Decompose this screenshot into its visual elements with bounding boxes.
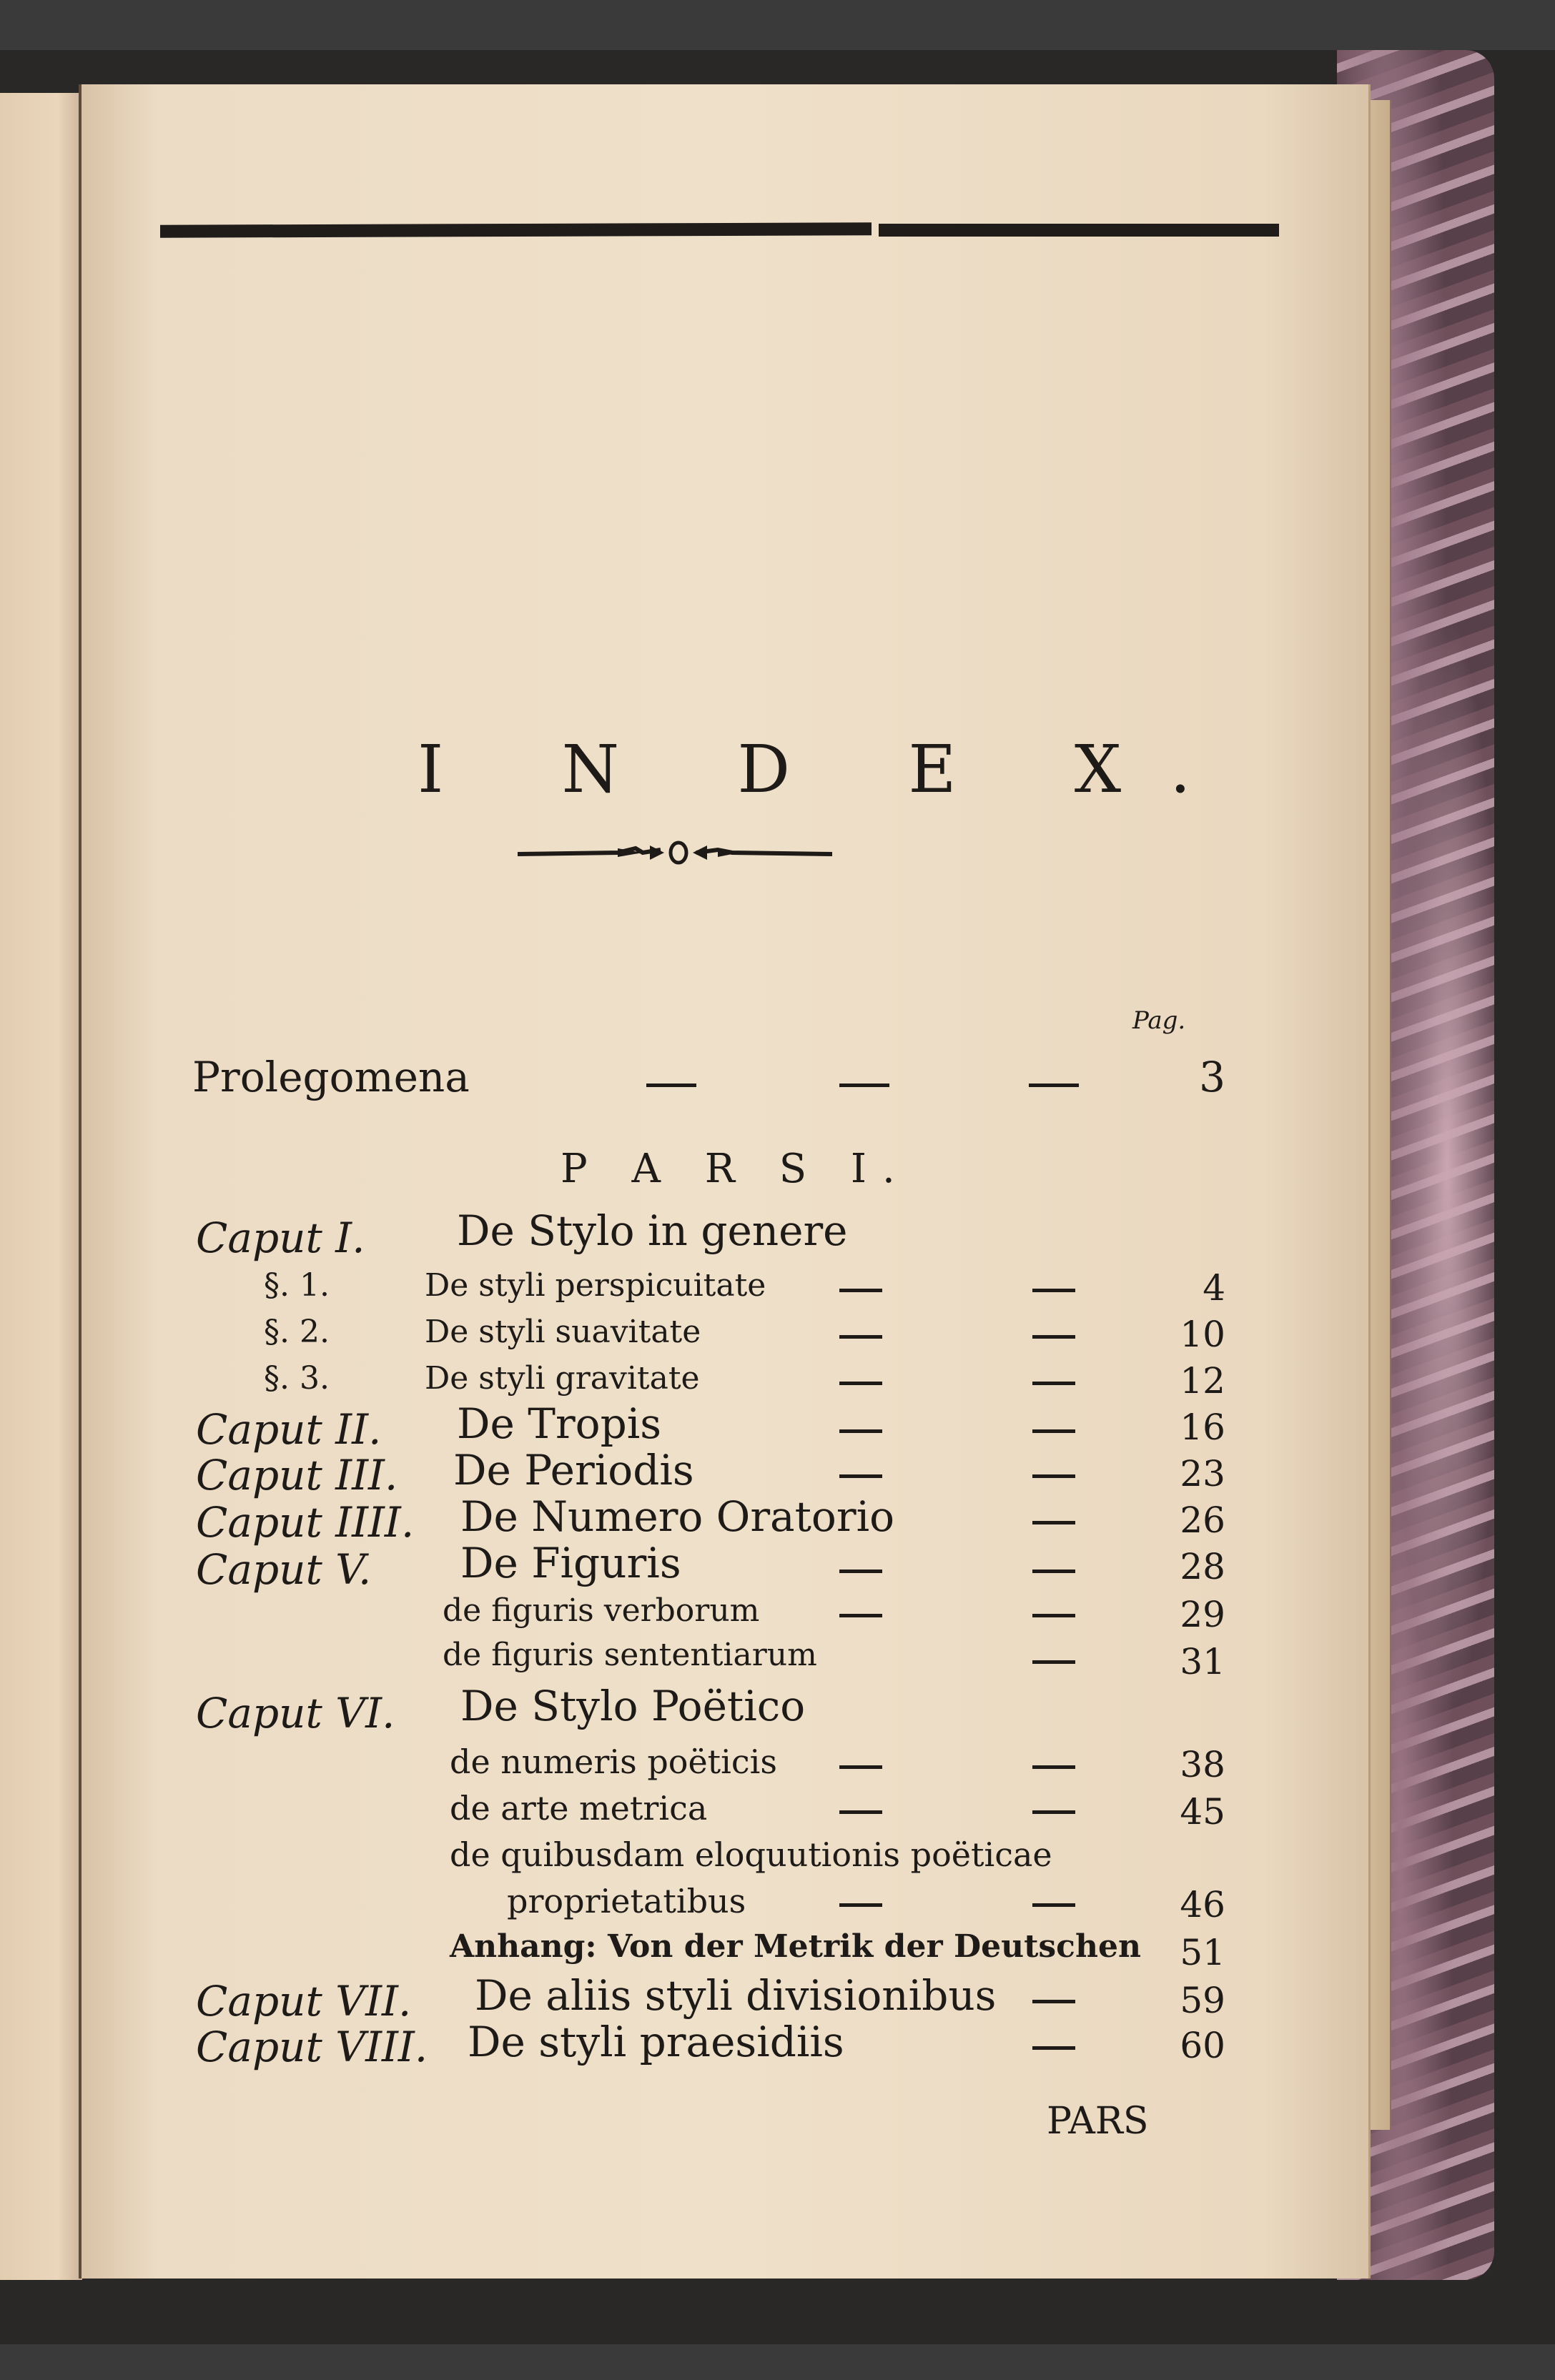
- entry-page: 4: [1203, 1267, 1225, 1309]
- leader-dash: [839, 1810, 882, 1814]
- entry-page: 31: [1180, 1641, 1225, 1682]
- entry-page: 60: [1180, 2025, 1225, 2066]
- entry-text: De styli suavitate: [425, 1314, 701, 1350]
- entry-text: De Figuris: [460, 1539, 681, 1587]
- header-rule-right: [879, 224, 1279, 237]
- leader-dash: [1032, 1521, 1075, 1524]
- entry-text: de figuris sententiarum: [443, 1637, 817, 1673]
- leader-dash: [1032, 1570, 1075, 1573]
- entry-ref: Caput VI.: [196, 1689, 395, 1737]
- leader-dash: [1032, 1810, 1075, 1814]
- leader-dash: [839, 1474, 882, 1478]
- entry-page: 10: [1180, 1314, 1225, 1355]
- catchword: PARS: [1047, 2100, 1149, 2143]
- leader-dash: [839, 1335, 882, 1339]
- leader-dash: [839, 1084, 889, 1087]
- leader-dash: [1032, 1765, 1075, 1769]
- leader-dash: [839, 1429, 882, 1433]
- index-page: [79, 84, 1371, 2279]
- leader-dash: [839, 1382, 882, 1385]
- entry-text: De Numero Oratorio: [460, 1492, 895, 1541]
- entry-page: 16: [1180, 1407, 1225, 1448]
- page-column-label: Pag.: [1132, 1006, 1186, 1035]
- entry-page: 28: [1180, 1546, 1225, 1587]
- leader-dash: [1032, 1289, 1075, 1292]
- entry-text: De styli perspicuitate: [425, 1267, 766, 1304]
- leader-dash: [839, 1570, 882, 1573]
- entry-text: De styli gravitate: [425, 1360, 700, 1397]
- entry-text: De aliis styli divisionibus: [475, 1971, 997, 2020]
- entry-text: de numeris poëticis: [450, 1742, 777, 1781]
- ornament-divider-icon: [510, 831, 839, 874]
- leader-dash: [1032, 1660, 1075, 1664]
- leader-dash: [1032, 1335, 1075, 1339]
- entry-ref: §. 3.: [264, 1360, 330, 1397]
- entry-text: De Stylo Poëtico: [460, 1682, 806, 1730]
- entry-page: 51: [1180, 1932, 1225, 1973]
- entry-page: 46: [1180, 1884, 1225, 1925]
- entry-text: de arte metrica: [450, 1789, 708, 1828]
- entry-page: 38: [1180, 1744, 1225, 1785]
- entry-ref: Caput IIII.: [196, 1498, 415, 1547]
- entry-page: 29: [1180, 1594, 1225, 1635]
- pars-heading: P A R S I.: [561, 1146, 911, 1192]
- entry-ref: §. 2.: [264, 1314, 330, 1350]
- entry-ref: Caput II.: [196, 1405, 382, 1454]
- leader-dash: [839, 1903, 882, 1907]
- entry-page: 26: [1180, 1499, 1225, 1541]
- facing-page-edge: [0, 93, 82, 2280]
- entry-text: Anhang: Von der Metrik der Deutschen: [450, 1928, 1141, 1965]
- entry-page: 12: [1180, 1360, 1225, 1402]
- entry-text: De Tropis: [457, 1399, 662, 1448]
- entry-text: de quibusdam eloquutionis poëticae: [450, 1835, 1052, 1874]
- entry-ref: Caput VII.: [196, 1977, 412, 2026]
- entry-ref: Caput I.: [196, 1214, 365, 1262]
- entry-page: 45: [1180, 1791, 1225, 1833]
- leader-dash: [1032, 2046, 1075, 2050]
- leader-dash: [1029, 1084, 1079, 1087]
- leader-dash: [1032, 1614, 1075, 1617]
- entry-text: De Stylo in genere: [457, 1206, 848, 1255]
- leader-dash: [1032, 1903, 1075, 1907]
- leader-dash: [839, 1289, 882, 1292]
- entry-ref: Caput VIII.: [196, 2023, 428, 2071]
- page-title: I N D E X.: [418, 731, 1240, 808]
- prolegomena-page: 3: [1199, 1053, 1225, 1101]
- leader-dash: [1032, 1429, 1075, 1433]
- leader-dash: [1032, 2000, 1075, 2003]
- leader-dash: [646, 1084, 696, 1087]
- entry-ref: §. 1.: [264, 1267, 330, 1304]
- entry-text: proprietatibus: [507, 1882, 746, 1920]
- header-rule-left: [160, 222, 872, 237]
- leader-dash: [839, 1765, 882, 1769]
- entry-text: de figuris verborum: [443, 1592, 760, 1629]
- entry-page: 23: [1180, 1453, 1225, 1494]
- entry-page: 59: [1180, 1980, 1225, 2021]
- leader-dash: [1032, 1382, 1075, 1385]
- entry-text: De Periodis: [453, 1446, 694, 1494]
- entry-ref: Caput III.: [196, 1451, 398, 1499]
- leader-dash: [839, 1614, 882, 1617]
- entry-ref: Caput V.: [196, 1545, 372, 1594]
- prolegomena-label: Prolegomena: [192, 1053, 470, 1101]
- entry-text: De styli praesidiis: [468, 2018, 844, 2066]
- leader-dash: [1032, 1474, 1075, 1478]
